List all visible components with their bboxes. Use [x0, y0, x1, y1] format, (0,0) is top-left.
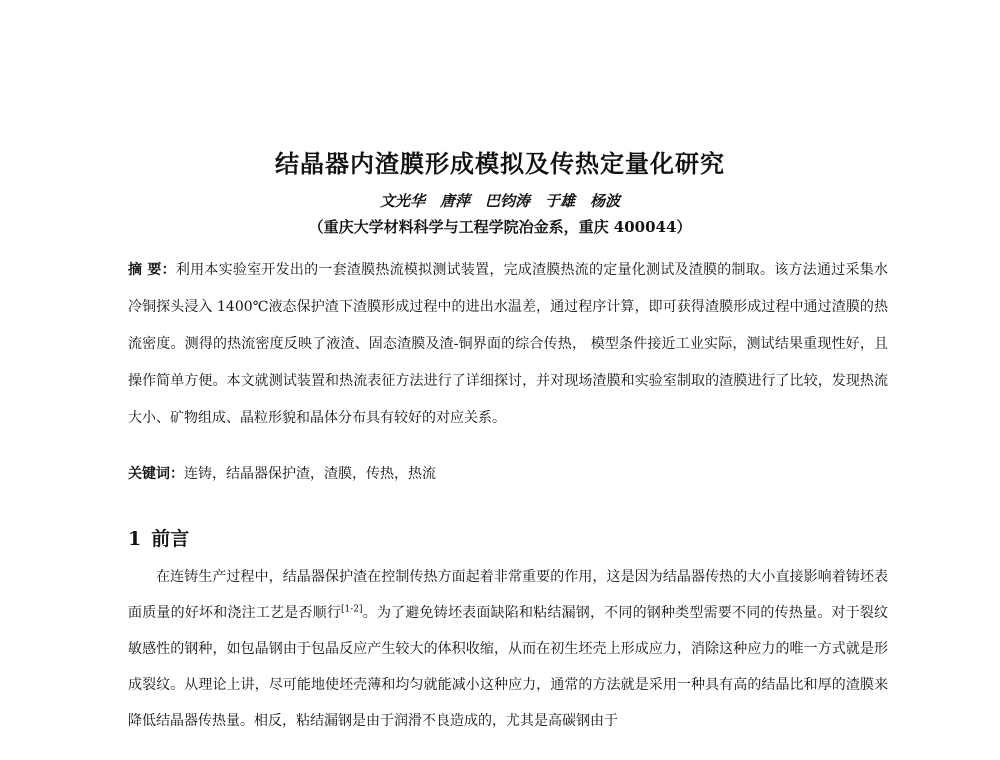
section-number: 1	[128, 528, 142, 550]
body-paragraph	[128, 559, 888, 739]
abstract-label: 摘 要：	[128, 262, 176, 278]
citation-ref: [1-2]	[341, 604, 363, 615]
abstract	[128, 252, 888, 437]
abstract-text: 利用本实验室开发出的一套渣膜热流模拟测试装置，完成渣膜热流的定量化测试及渣膜的制取。该方法通过采集水冷铜探头浸入 1400℃液态保护渣下渣膜形成过程中的进出水温差，通过程序计算，即可获得渣膜形成过程中通过渣膜的热流密度。测得的热流密度反映了液渣、固态渣膜及渣-铜界面的综合传热， 模型条件接近工业实际，测试结果重现性好，且操作简单方便。本文就测试装置和热流表征方法进行了详细探讨，并对现场渣膜和实验室制取的渣膜进行了比较，发现热流大小、矿物组成、晶粒形貌和晶体分布具有较好的对应关系。	[128, 262, 889, 426]
keywords-label: 关键词：	[128, 466, 184, 482]
keywords-text: 连铸，结晶器保护渣，渣膜，传热，热流	[184, 466, 436, 482]
paper-title: 结晶器内渣膜形成模拟及传热定量化研究	[275, 149, 725, 178]
body-text-part2: 。为了避免铸坯表面缺陷和粘结漏钢，不同的钢种类型需要不同的传热量。对于裂纹敏感性的钢种，如包晶钢由于包晶反应产生较大的体积收缩，从而在初生坯壳上形成应力，消除这种应力的唯一方式就是形成裂纹。从理论上讲，尽可能地使坯壳薄和均匀就能减小这种应力，通常的方法就是采用一种具有高的结晶比和厚的渣膜来降低结晶器传热量。相反，粘结漏钢是由于润滑不良造成的，尤其是高碳钢由于	[128, 605, 889, 729]
section-title: 前言	[151, 528, 190, 550]
body-text-part1: 在连铸生产过程中，结晶器保护渣在控制传热方面起着非常重要的作用，这是因为结晶器传热的大小直接影响着铸坯表面质量的好坏和浇注工艺是否顺行	[128, 569, 888, 621]
affiliation: （重庆大学材料科学与工程学院冶金系，重庆 400044）	[308, 218, 692, 236]
author-list: 文光华 唐萍 巴钧涛 于雄 杨波	[379, 192, 620, 210]
section-heading	[128, 524, 189, 551]
keywords	[128, 463, 888, 483]
